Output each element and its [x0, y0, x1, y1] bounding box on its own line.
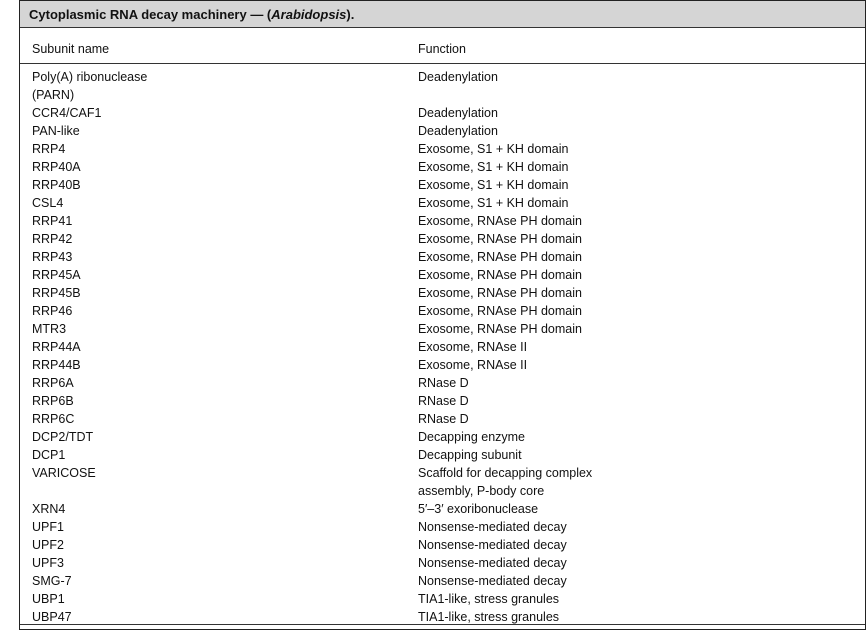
table-title: Cytoplasmic RNA decay machinery — (Arabidopsis). [29, 7, 355, 22]
function-cell [418, 194, 848, 212]
subunit-name-line: RRP45B [32, 286, 81, 300]
subunit-name-cell [32, 410, 402, 428]
function-cell [418, 518, 848, 536]
subunit-name-line: UPF1 [32, 520, 64, 534]
subunit-name-cell [32, 590, 402, 608]
table-row [20, 590, 865, 608]
subunit-name-cell [32, 68, 402, 104]
table-row [20, 176, 865, 194]
function-line: RNase D [418, 376, 469, 390]
function-line: 5′–3′ exoribonuclease [418, 502, 539, 516]
table-row [20, 446, 865, 464]
function-line: Exosome, RNAse II [418, 340, 528, 354]
function-line: Exosome, RNAse PH domain [418, 250, 582, 264]
function-cell [418, 302, 848, 320]
function-line: Exosome, RNAse PH domain [418, 268, 582, 282]
subunit-name-cell [32, 392, 402, 410]
subunit-name-line: RRP4 [32, 142, 66, 156]
function-line: Nonsense-mediated decay [418, 556, 567, 570]
function-cell [418, 122, 848, 140]
subunit-name-line: RRP41 [32, 214, 73, 228]
subunit-name-line: UPF2 [32, 538, 64, 552]
function-line: RNase D [418, 412, 469, 426]
subunit-name-cell [32, 428, 402, 446]
subunit-name-line: UBP1 [32, 592, 65, 606]
function-cell [418, 500, 848, 518]
function-line: Exosome, RNAse PH domain [418, 322, 582, 336]
table-row [20, 464, 865, 500]
subunit-name-line: RRP42 [32, 232, 73, 246]
table-row [20, 302, 865, 320]
table-row [20, 68, 865, 104]
function-line: Decapping subunit [418, 448, 522, 462]
subunit-name-cell [32, 212, 402, 230]
table-frame [19, 0, 866, 630]
table-row [20, 320, 865, 338]
table-row [20, 338, 865, 356]
function-line: Exosome, RNAse PH domain [418, 214, 582, 228]
subunit-name-cell [32, 266, 402, 284]
table-row [20, 266, 865, 284]
subunit-name-cell [32, 338, 402, 356]
subunit-name-cell [32, 374, 402, 392]
table-title-organism: Arabidopsis [271, 7, 347, 22]
table-row [20, 194, 865, 212]
subunit-name-cell [32, 194, 402, 212]
subunit-name-line: RRP6B [32, 394, 74, 408]
subunit-name-line: VARICOSE [32, 466, 96, 480]
column-header-function: Function [418, 42, 466, 56]
table-row [20, 248, 865, 266]
subunit-name-cell [32, 230, 402, 248]
function-line: Nonsense-mediated decay [418, 520, 567, 534]
function-line: Deadenylation [418, 70, 498, 84]
table-row [20, 392, 865, 410]
subunit-name-cell [32, 248, 402, 266]
subunit-name-cell [32, 518, 402, 536]
function-cell [418, 176, 848, 194]
subunit-name-line: DCP1 [32, 448, 66, 462]
subunit-name-cell [32, 572, 402, 590]
function-line: Exosome, RNAse PH domain [418, 304, 582, 318]
function-line: TIA1-like, stress granules [418, 592, 560, 606]
subunit-name-cell [32, 176, 402, 194]
subunit-name-line: RRP40A [32, 160, 81, 174]
function-line: Nonsense-mediated decay [418, 574, 567, 588]
function-cell [418, 68, 848, 86]
subunit-name-line: RRP45A [32, 268, 81, 282]
subunit-name-cell [32, 122, 402, 140]
table-row [20, 140, 865, 158]
function-cell [418, 248, 848, 266]
table-row [20, 158, 865, 176]
subunit-name-cell [32, 536, 402, 554]
subunit-name-line: RRP40B [32, 178, 81, 192]
table-row [20, 374, 865, 392]
subunit-name-line: UPF3 [32, 556, 64, 570]
table-row [20, 536, 865, 554]
subunit-name-line: UBP47 [32, 610, 72, 624]
subunit-name-line: XRN4 [32, 502, 66, 516]
function-line: Exosome, S1 + KH domain [418, 142, 569, 156]
function-cell [418, 428, 848, 446]
function-line: Exosome, RNAse PH domain [418, 286, 582, 300]
function-cell [418, 392, 848, 410]
function-line: Scaffold for decapping complex [418, 466, 593, 480]
function-line: TIA1-like, stress granules [418, 610, 560, 624]
table-row [20, 572, 865, 590]
subunit-name-cell [32, 464, 402, 482]
subunit-name-line: RRP44A [32, 340, 81, 354]
function-cell [418, 536, 848, 554]
subunit-name-line: PAN-like [32, 124, 80, 138]
subunit-name-line: SMG-7 [32, 574, 72, 588]
table-row [20, 122, 865, 140]
table-row [20, 554, 865, 572]
table-row [20, 410, 865, 428]
table-body [20, 68, 865, 626]
subunit-name-cell [32, 446, 402, 464]
function-cell [418, 590, 848, 608]
subunit-name-cell [32, 500, 402, 518]
function-cell [418, 104, 848, 122]
function-cell [418, 230, 848, 248]
subunit-name-line: CCR4/CAF1 [32, 106, 102, 120]
function-cell [418, 464, 848, 500]
function-line: RNase D [418, 394, 469, 408]
function-line: Deadenylation [418, 106, 498, 120]
subunit-name-cell [32, 356, 402, 374]
table-header [20, 28, 865, 64]
function-cell [418, 446, 848, 464]
subunit-name-line: (PARN) [32, 88, 75, 102]
table-row [20, 212, 865, 230]
subunit-name-cell [32, 302, 402, 320]
subunit-name-line: RRP6C [32, 412, 75, 426]
function-cell [418, 374, 848, 392]
subunit-name-line: RRP44B [32, 358, 81, 372]
subunit-name-cell [32, 284, 402, 302]
subunit-name-line: DCP2/TDT [32, 430, 94, 444]
function-line: Exosome, RNAse II [418, 358, 528, 372]
subunit-name-cell [32, 104, 402, 122]
table-row [20, 518, 865, 536]
function-line: Exosome, S1 + KH domain [418, 178, 569, 192]
function-line: Exosome, RNAse PH domain [418, 232, 582, 246]
function-line: Nonsense-mediated decay [418, 538, 567, 552]
function-line: Deadenylation [418, 124, 498, 138]
subunit-name-line: RRP43 [32, 250, 73, 264]
function-line: Exosome, S1 + KH domain [418, 160, 569, 174]
function-cell [418, 356, 848, 374]
function-cell [418, 572, 848, 590]
function-cell [418, 554, 848, 572]
table-row [20, 356, 865, 374]
subunit-name-cell [32, 140, 402, 158]
function-cell [418, 320, 848, 338]
function-line: Decapping enzyme [418, 430, 526, 444]
table-title-bar [20, 1, 865, 28]
subunit-name-line: MTR3 [32, 322, 67, 336]
subunit-name-cell [32, 554, 402, 572]
subunit-name-line: Poly(A) ribonuclease [32, 70, 148, 84]
table-row [20, 500, 865, 518]
table-row [20, 428, 865, 446]
function-cell [418, 212, 848, 230]
table-bottom-rule [20, 624, 865, 625]
table-row [20, 230, 865, 248]
table-row [20, 104, 865, 122]
function-line: assembly, P-body core [418, 484, 545, 498]
function-cell [418, 410, 848, 428]
function-cell [418, 158, 848, 176]
function-cell [418, 140, 848, 158]
subunit-name-line: CSL4 [32, 196, 64, 210]
function-cell [418, 266, 848, 284]
function-cell [418, 338, 848, 356]
subunit-name-line: RRP46 [32, 304, 73, 318]
function-cell [418, 284, 848, 302]
column-header-subunit-name: Subunit name [32, 42, 110, 56]
function-line: Exosome, S1 + KH domain [418, 196, 569, 210]
subunit-name-line: RRP6A [32, 376, 74, 390]
subunit-name-cell [32, 320, 402, 338]
subunit-name-cell [32, 158, 402, 176]
table-row [20, 284, 865, 302]
